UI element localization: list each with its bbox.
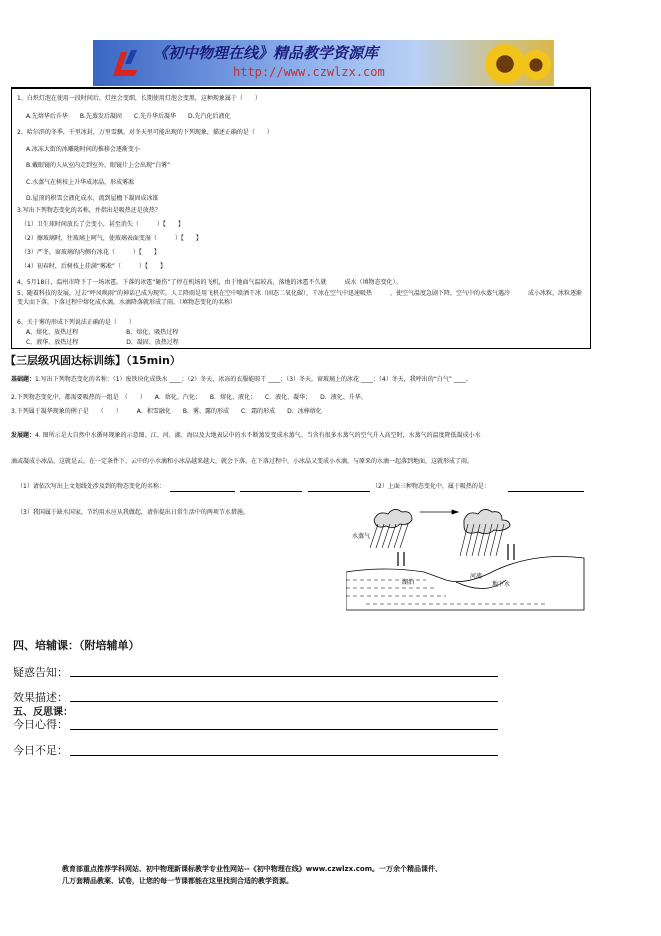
basic-question-1-text: 1.写出下列物态变化的名称：（1）废铁块化成铁水 ____；（2）冬天，冰冻的衣服能晾干 ____；（3）冬天，窗玻璃上的冰花 ____；（4）冬天，我呼出的“白气” ____。 (35, 376, 472, 383)
question-2-option-d: D.屋顶的积雪会液化成水，流到屋檐下凝固成冰锥 (26, 195, 159, 202)
lake-label: 湖泊 (402, 579, 415, 586)
lack-label: 今日不足： (13, 744, 68, 757)
answer-line[interactable] (170, 491, 235, 492)
effect-label: 效果描述： (13, 691, 68, 704)
lack-line[interactable] (70, 755, 498, 756)
doubts-label: 疑惑告知： (13, 666, 68, 679)
advanced-question-4c-tail: （2）上面三种物态变化中，属于吸热的是： (372, 483, 490, 490)
advanced-question-4b: 滴或凝成小冰晶，这就是云。在一定条件下，云中的小水滴和小冰晶越来越大，就会下落。在下落过程中，小冰晶又变成小水滴，与原来的水滴一起落到地面，这就形成了雨。 (11, 458, 474, 465)
advanced-question-4c: （1）请依次写出上文划线处涉及到的物态变化的名称： (17, 483, 165, 490)
basic-label: 基础题： (11, 376, 36, 383)
advanced-question-4a-text: 4. 图所示是大自然中水循环现象的示意图。江、河、湖、海以及大地表层中的水不断蒸发变成水蒸气。当含有很多水蒸气的空气升入高空时，水蒸气的温度降低凝成小水 (35, 432, 481, 439)
section-4-heading: 四、培辅课：（附培辅单） (13, 639, 140, 652)
section-3-heading: 【三层级巩固达标训练】（15min） (5, 354, 181, 367)
answer-line[interactable] (508, 491, 584, 492)
groundwater-label: 地下水 (492, 581, 511, 588)
vapor-label: 水蒸气 (352, 533, 371, 540)
question-6-options-cd: C、液华、放热过程 D、凝固、放热过程 (26, 339, 179, 346)
basic-question-2: 2.下列物态变化中，都需要吸热的一组是 （ ） A．熔化、汽化； B．熔化、液化； C．液化、凝华； D．液化、升华。 (11, 394, 367, 401)
question-6-options-ab: A、熔化、放热过程 B、熔化、吸热过程 (26, 329, 179, 336)
answer-line[interactable] (240, 491, 302, 492)
question-1: 1、白炽灯泡在使用一段时间后，灯丝会变细，长期使用灯泡会变黑，这种现象属于（ ） (17, 95, 261, 102)
section-5-heading: 五、反思课： (13, 707, 73, 718)
question-3: 3.写出下列物态变化的名称，并指出是吸热还是放热？ (17, 207, 161, 214)
gain-label: 今日心得： (13, 718, 68, 731)
basic-question-1 (11, 376, 472, 384)
arrow-left-icon (420, 510, 458, 514)
question-2-option-c: C.水蒸气在树枝上升华成冰晶，形成雾凇 (26, 179, 135, 186)
cloud-right-icon (464, 509, 510, 533)
question-3-item-4: （4）初春时，后树枝上挂满“雾凇”（ ）【 】 (21, 263, 167, 270)
doubts-line[interactable] (70, 676, 498, 677)
water-cycle-diagram (346, 500, 586, 612)
question-2: 2、哈尔滨的冬季，千里冰封，万里雪飘。对冬天里可能出现的下列现象，描述正确的是（ ） (17, 129, 273, 136)
question-6: 6、关于雾的形成下列说法正确的是（ ） (17, 319, 135, 326)
question-4: 4、5月18日，温州市降下了一场冰雹。下落的冰雹“砸伤”了停在机场的飞机，由于地面气温较高，落地的冰雹不久就 成水（填物态变化）。 (17, 279, 402, 286)
advanced-label: 发展题： (11, 432, 36, 439)
footer-line-2: 几万套精品教案、试卷，让您的每一节课都能在这里找到合适的教学资源。 (62, 877, 293, 885)
gain-line[interactable] (70, 729, 498, 730)
question-5: 5、随着科技的发展，过去“呼风唤雨”的神话已成为现实。人工降雨是用飞机在空中喷洒干冰（固态二氧化碳），干冰在空气中迅速吸热 ，使空气温度急剧下降，空气中的水蒸气遇冷 成小冰粒，冰粒逐渐变大而下落，下落过程中熔化成水滴，水滴降落就形成了雨。（填物态变化的名称） (17, 290, 583, 306)
site-logo-icon (107, 44, 145, 82)
practice-box (11, 88, 591, 349)
advanced-question-4a (11, 432, 481, 440)
question-2-option-b: B.戴眼镜的人从室内走到室外，眼镜片上会出现“白雾” (26, 162, 171, 169)
basic-question-3: 3.下列属于凝华现象的例子是 （ ） A．积雪融化 B．雾、露的形成 C．霜的形成 D．冰棒熔化 (11, 408, 322, 415)
question-3-item-1: （1）卫生球时间放长了会变小，甚至消失（ ）【 】 (21, 221, 184, 228)
sunflower-icon (521, 50, 551, 80)
answer-line[interactable] (308, 491, 370, 492)
river-label: 河流 (470, 573, 483, 580)
banner-title: 《初中物理在线》精品教学资源库 (153, 44, 379, 62)
landscape-outline (346, 557, 584, 611)
question-2-option-a: A.冰冻大街的冰雕随时间的推移会逐渐变小 (26, 146, 140, 153)
cloud-left-icon (374, 509, 412, 527)
question-1-options: A.先熔华后升华 B.先蒸发后凝固 C.先升华后凝华 D.先汽化后液化 (26, 113, 231, 120)
header-banner (93, 40, 554, 86)
question-3-item-2: （2）擦玻璃时，往玻璃上呵气，使玻璃表面变湿（ ）【 】 (21, 235, 202, 242)
rain-left (370, 524, 408, 548)
question-3-item-3: （3）严冬，窗玻璃的内侧有冰花（ ）【 】 (21, 249, 160, 256)
effect-line[interactable] (70, 701, 498, 702)
sunflower-icon (485, 44, 525, 84)
vapor-up-arrows (398, 544, 514, 566)
banner-url[interactable]: http://www.czwlzx.com (233, 65, 385, 79)
advanced-question-4d: （3）我国属于缺水国家，节约用水应从我做起，请你提出日常生活中的两项节水措施。 (17, 509, 249, 516)
footer-line-1: 教育部重点推荐学科网站、初中物理新课标教学专业性网站--《初中物理在线》www.czwlzx.com。一万余个精品课件、 (62, 865, 443, 873)
